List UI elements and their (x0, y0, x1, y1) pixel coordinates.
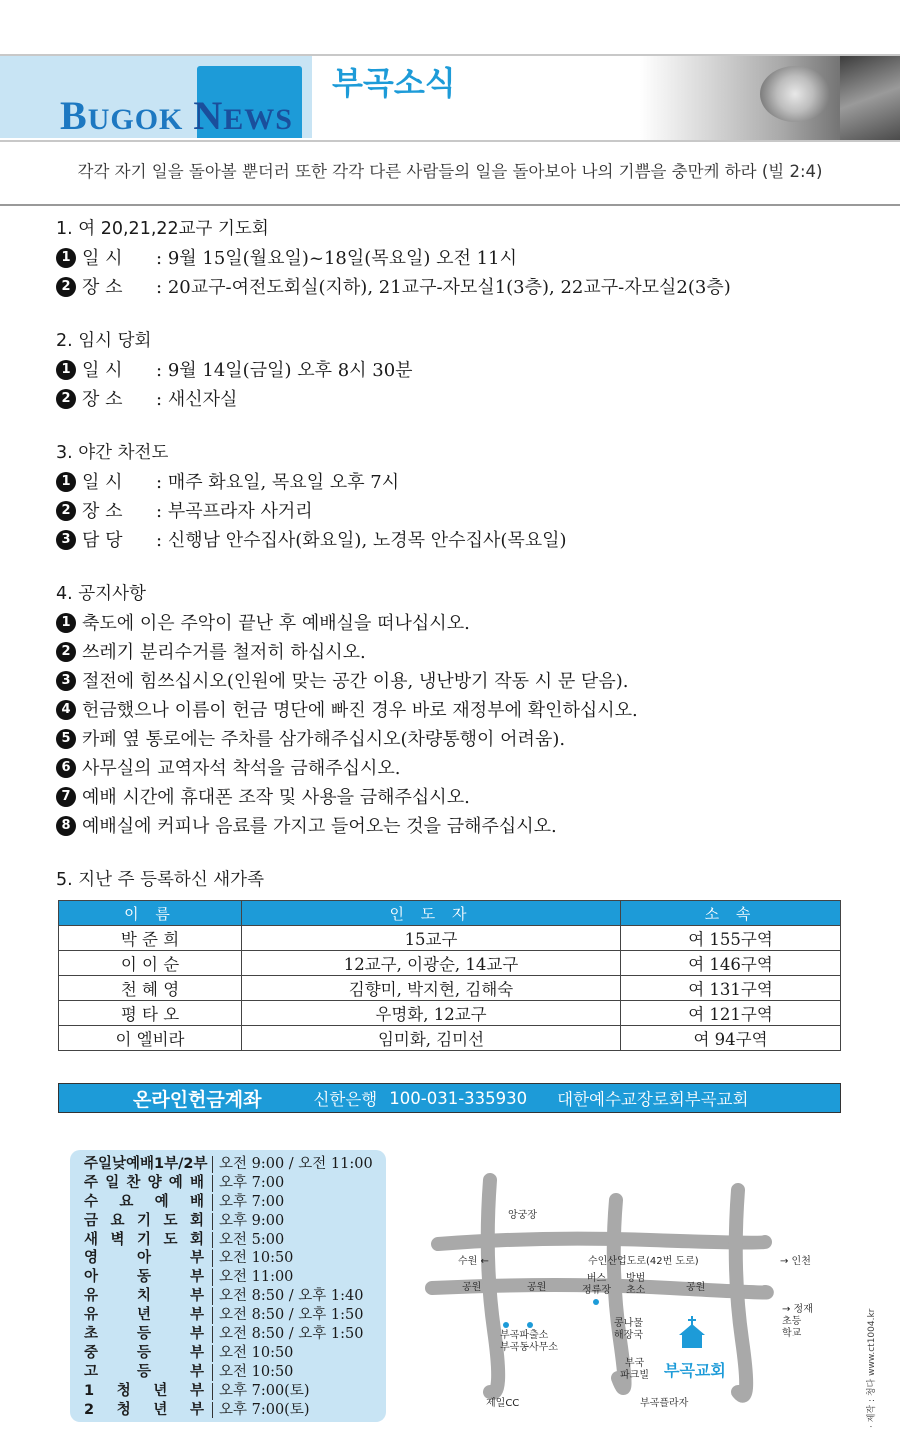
item-text: 9월 14일(금일) 오후 8시 30분 (167, 360, 413, 381)
schedule-row (84, 1155, 386, 1174)
item-text: 9월 15일(월요일)~18일(목요일) 오전 11시 (167, 248, 517, 269)
notice-item (56, 638, 856, 667)
item-label: 장 소 (82, 277, 123, 298)
schedule-name: 금 요 기 도 회 (84, 1212, 204, 1229)
schedule-divider (212, 1250, 213, 1267)
separator: : (156, 360, 163, 381)
schedule-time: 오후 7:00(토) (219, 1401, 310, 1418)
cell-guide: 임미화, 김미선 (242, 1026, 621, 1051)
number-badge: 1 (56, 248, 76, 268)
schedule-divider (212, 1364, 213, 1381)
notice-item (56, 725, 856, 754)
map-label: 부곡플라자 (640, 1398, 689, 1409)
map-label: 수인산업도로(42번 도로) (588, 1256, 699, 1267)
schedule-name: 주일낮예배1부/2부 (84, 1156, 208, 1172)
schedule-name: 영 아 부 (84, 1250, 204, 1267)
police-dot-2 (527, 1322, 533, 1328)
schedule-row (84, 1325, 386, 1344)
schedule-divider (212, 1326, 213, 1343)
notice-item (56, 783, 856, 812)
notice-text: 축도에 이은 주악이 끝난 후 예배실을 떠나십시오. (82, 613, 470, 634)
schedule-time: 오후 9:00 (219, 1212, 285, 1229)
bus-stop-dot (593, 1299, 599, 1305)
number-badge: 3 (56, 530, 76, 550)
cell-group: 여 94구역 (621, 1026, 841, 1051)
schedule-divider (212, 1345, 213, 1362)
map-label: 앙궁장 (508, 1210, 537, 1221)
church-name: 부곡교회 (664, 1361, 726, 1380)
schedule-time: 오전 10:50 (219, 1363, 294, 1380)
account-holder: 대한예수교장로회부곡교회 (557, 1090, 749, 1109)
worship-schedule (70, 1150, 386, 1422)
table-row (59, 926, 841, 951)
page-title: 부곡소식 (332, 64, 456, 102)
notice-text: 쓰레기 분리수거를 철저히 하십시오. (82, 642, 366, 663)
map-label: 부곡파출소 부곡동사무소 (500, 1330, 558, 1353)
separator: : (156, 277, 163, 298)
schedule-name: 1 청 년 부 (84, 1382, 204, 1399)
schedule-row (84, 1306, 386, 1325)
verse-rule (0, 204, 900, 206)
new-family-table (58, 900, 841, 1051)
item-text: 신행남 안수집사(화요일), 노경목 안수집사(목요일) (167, 530, 567, 551)
account-number: 100-031-335930 (389, 1088, 528, 1108)
schedule-row (84, 1174, 386, 1193)
list-item (56, 468, 856, 497)
schedule-time: 오전 10:50 (219, 1344, 294, 1361)
map-label: 공원 (462, 1282, 482, 1293)
schedule-divider (212, 1175, 213, 1192)
bank-name: 신한은행 (313, 1090, 378, 1109)
list-item (56, 526, 856, 555)
cell-group: 여 121구역 (621, 1001, 841, 1026)
schedule-row (84, 1401, 386, 1420)
schedule-divider (212, 1288, 213, 1305)
separator: : (156, 248, 163, 269)
online-offering-bar (58, 1083, 841, 1113)
list-item (56, 273, 856, 302)
schedule-divider (212, 1402, 213, 1419)
column-header: 인 도 자 (242, 901, 621, 926)
schedule-divider (212, 1383, 213, 1400)
cell-name: 이 엘비라 (59, 1026, 242, 1051)
notice-text: 사무실의 교역자석 착석을 금해주십시오. (82, 758, 401, 779)
list-item (56, 244, 856, 273)
number-badge: 2 (56, 277, 76, 297)
schedule-divider (212, 1213, 213, 1230)
number-badge: 2 (56, 642, 76, 662)
cell-group: 여 146구역 (621, 951, 841, 976)
notice-text: 헌금했으나 이름이 헌금 명단에 빠진 경우 바로 재정부에 확인하십시오. (82, 700, 638, 721)
church-map (420, 1170, 840, 1420)
cell-guide: 우명화, 12교구 (242, 1001, 621, 1026)
schedule-time: 오전 11:00 (219, 1269, 294, 1286)
schedule-name: 아 동 부 (84, 1269, 204, 1286)
schedule-row (84, 1268, 386, 1287)
header (0, 56, 900, 140)
schedule-time: 오전 10:50 (219, 1250, 294, 1267)
cell-name: 이 이 순 (59, 951, 242, 976)
item-label: 일 시 (82, 360, 123, 381)
notice-item (56, 667, 856, 696)
header-rule (0, 140, 900, 142)
separator: : (156, 530, 163, 551)
schedule-name: 새 벽 기 도 회 (84, 1231, 204, 1248)
section-title: 1. 여 20,21,22교구 기도회 (56, 219, 269, 239)
separator: : (156, 501, 163, 522)
schedule-row (84, 1231, 386, 1250)
map-label: 방범 초소 (626, 1273, 646, 1296)
separator: : (156, 389, 163, 410)
cell-guide: 15교구 (242, 926, 621, 951)
item-text: 20교구-여전도회실(지하), 21교구-자모실1(3층), 22교구-자모실2(3층) (167, 277, 731, 298)
number-badge: 5 (56, 729, 76, 749)
map-label: → 정재 초등 학교 (782, 1304, 813, 1339)
item-label: 장 소 (82, 389, 123, 410)
schedule-divider (212, 1232, 213, 1249)
number-badge: 3 (56, 671, 76, 691)
schedule-row (84, 1344, 386, 1363)
item-label: 장 소 (82, 501, 123, 522)
schedule-name: 유 년 부 (84, 1307, 204, 1324)
notice-item (56, 609, 856, 638)
table-row (59, 951, 841, 976)
header-photo (640, 56, 900, 140)
notice-item (56, 754, 856, 783)
map-label: 공원 (527, 1282, 547, 1293)
schedule-row (84, 1193, 386, 1212)
notice-item (56, 696, 856, 725)
cell-guide: 김향미, 박지현, 김해숙 (242, 976, 621, 1001)
schedule-time: 오전 9:00 / 오전 11:00 (219, 1156, 373, 1172)
number-badge: 2 (56, 389, 76, 409)
notice-item (56, 812, 856, 841)
announcements (56, 214, 856, 895)
number-badge: 7 (56, 787, 76, 807)
cell-name: 평 타 오 (59, 1001, 242, 1026)
cell-guide: 12교구, 이광순, 14교구 (242, 951, 621, 976)
schedule-time: 오후 7:00 (219, 1193, 285, 1210)
list-item (56, 497, 856, 526)
map-label: 제일CC (486, 1398, 520, 1409)
item-label: 일 시 (82, 472, 123, 493)
column-header: 소 속 (621, 901, 841, 926)
table-row (59, 976, 841, 1001)
number-badge: 1 (56, 613, 76, 633)
list-item (56, 385, 856, 414)
online-offering-title: 온라인헌금계좌 (133, 1088, 262, 1111)
schedule-name: 주 일 찬 양 예 배 (84, 1174, 204, 1191)
map-label: → 인천 (780, 1256, 811, 1267)
cell-group: 여 155구역 (621, 926, 841, 951)
schedule-name: 수 요 예 배 (84, 1193, 204, 1210)
schedule-row (84, 1212, 386, 1231)
map-label: 부국 파크빌 (620, 1358, 649, 1381)
item-label: 일 시 (82, 248, 123, 269)
number-badge: 1 (56, 472, 76, 492)
number-badge: 1 (56, 360, 76, 380)
schedule-name: 고 등 부 (84, 1363, 204, 1380)
table-header-row (59, 901, 841, 926)
schedule-name: 유 치 부 (84, 1288, 204, 1305)
schedule-name: 초 등 부 (84, 1326, 204, 1343)
column-header: 이 름 (59, 901, 242, 926)
schedule-divider (212, 1156, 213, 1173)
section-title: 4. 공지사항 (56, 584, 146, 604)
section-title: 5. 지난 주 등록하신 새가족 (56, 870, 264, 890)
item-label: 담 당 (82, 530, 123, 551)
map-label: 콩나물 해장국 (614, 1318, 643, 1341)
separator: : (156, 472, 163, 493)
schedule-divider (212, 1307, 213, 1324)
number-badge: 2 (56, 501, 76, 521)
schedule-name: 2 청 년 부 (84, 1401, 204, 1418)
cell-name: 천 혜 영 (59, 976, 242, 1001)
list-item (56, 356, 856, 385)
tree-stump-image (760, 66, 830, 122)
schedule-name: 중 등 부 (84, 1344, 204, 1361)
schedule-divider (212, 1194, 213, 1211)
item-text: 매주 화요일, 목요일 오후 7시 (167, 472, 400, 493)
schedule-row (84, 1363, 386, 1382)
map-label: 공원 (686, 1282, 706, 1293)
number-badge: 6 (56, 758, 76, 778)
number-badge: 8 (56, 816, 76, 836)
cell-name: 박 준 희 (59, 926, 242, 951)
schedule-divider (212, 1269, 213, 1286)
item-text: 새신자실 (167, 389, 238, 410)
police-dot-1 (503, 1322, 509, 1328)
schedule-time: 오전 8:50 / 오후 1:50 (219, 1307, 364, 1324)
table-row (59, 1026, 841, 1051)
schedule-time: 오전 5:00 (219, 1231, 285, 1248)
section-title: 2. 임시 당회 (56, 331, 152, 351)
map-label: 버스 정류장 (582, 1273, 611, 1296)
schedule-time: 오후 7:00(토) (219, 1382, 310, 1399)
notice-text: 카페 옆 통로에는 주차를 삼가해주십시오(차량통행이 어려움). (82, 729, 566, 750)
section-title: 3. 야간 차전도 (56, 443, 169, 463)
schedule-time: 오후 7:00 (219, 1174, 285, 1191)
schedule-time: 오전 8:50 / 오후 1:40 (219, 1288, 364, 1305)
bible-verse: 각각 자기 일을 돌아볼 뿐더러 또한 각각 다른 사람들의 일을 돌아보아 나의 기쁨을 충만케 하라 (빌 2:4) (77, 162, 823, 181)
number-badge: 4 (56, 700, 76, 720)
logo-bugok-news: BUGOK NEWS (60, 93, 293, 138)
table-row (59, 1001, 841, 1026)
schedule-row (84, 1249, 386, 1268)
leaf-image (840, 56, 900, 140)
item-text: 부곡프라자 사거리 (167, 501, 313, 522)
notice-text: 예배실에 커피나 음료를 가지고 들어오는 것을 금해주십시오. (82, 816, 557, 837)
schedule-time: 오전 8:50 / 오후 1:50 (219, 1326, 364, 1343)
map-label: 수원 ← (458, 1256, 489, 1267)
schedule-row (84, 1382, 386, 1401)
schedule-row (84, 1287, 386, 1306)
church-icon (679, 1316, 705, 1348)
notice-text: 예배 시간에 휴대폰 조작 및 사용을 금해주십시오. (82, 787, 470, 808)
cell-group: 여 131구역 (621, 976, 841, 1001)
producer-credit: · 제작 : 청다 www.ct1004.kr (867, 1308, 877, 1428)
notice-text: 절전에 힘쓰십시오(인원에 맞는 공간 이용, 냉난방기 작동 시 문 닫음). (82, 671, 629, 692)
